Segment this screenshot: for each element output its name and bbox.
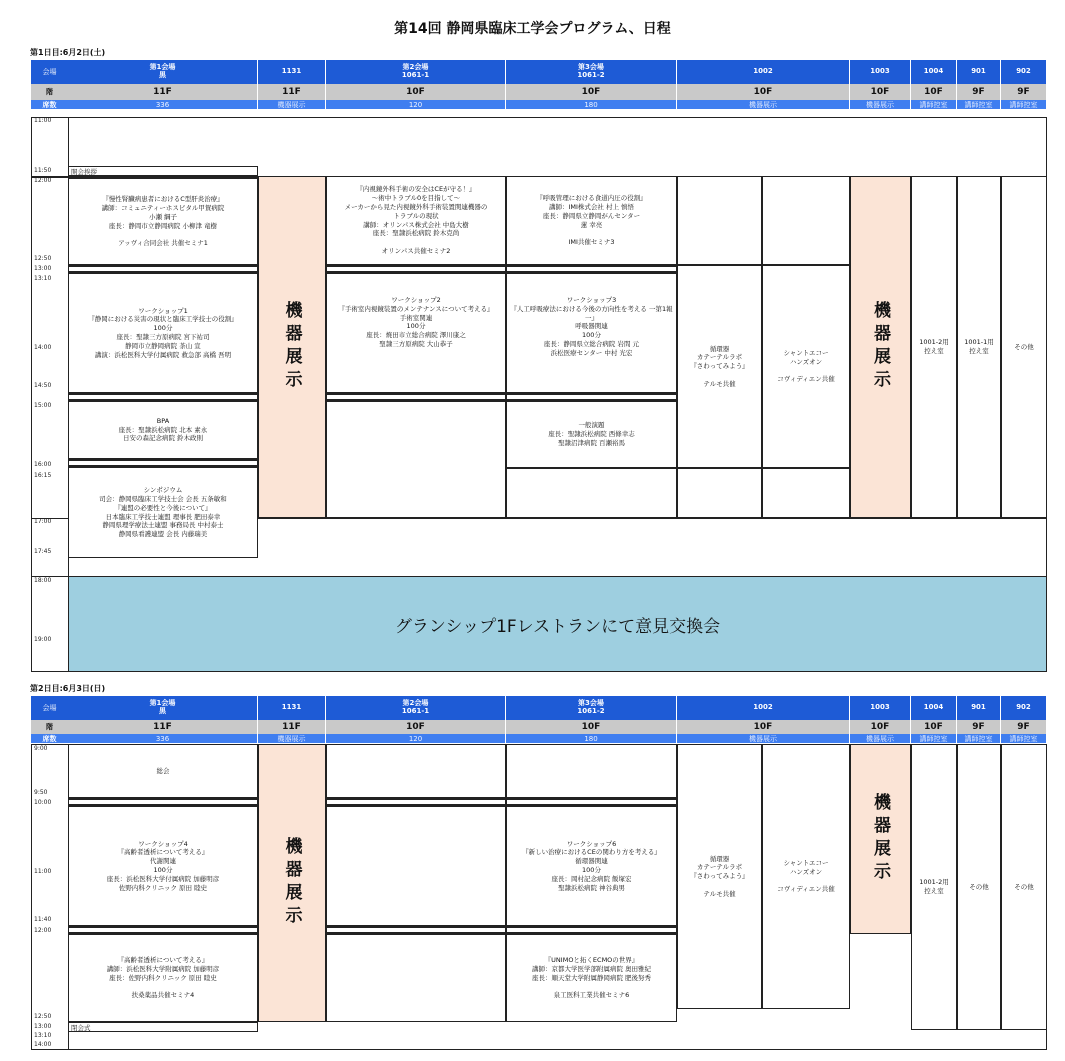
day1-label: 第1日目:6月2日(土) [30,48,106,57]
page-title: 第14回 静岡県臨床工学会プログラム、日程 [394,21,671,37]
venue-header-1: 第1会場 黒 [68,60,258,84]
venue-header-6: 1003 [850,60,911,84]
venue-header-2: 1131 [258,60,326,84]
seats-row-label: 席数 [31,734,68,743]
empty-slot [326,744,506,798]
venue-header-3: 第2会場 1061-1 [326,696,506,720]
closing-ceremony: 閉会式 [68,1022,258,1032]
gap-block [326,926,506,934]
day2-header [31,696,1047,744]
floor-cell-6: 10F [850,720,911,734]
gap-block [68,393,258,401]
floor-cell-9: 9F [1001,720,1047,734]
venue-header-9: 902 [1001,60,1047,84]
exhibit-1131: 機器展示 [258,176,326,518]
exhibit-1003: 機器展示 [850,176,911,518]
day2-workshop4: ワークショップ4 『高齢者透析について考える』 代謝関連 100分 座長：浜松医科大学付属病院 加藤明彦 佐野内科クリニック 原田 睦史 [68,806,258,926]
floor-cell-7: 10F [911,84,957,100]
exhibit-1131: 機器展示 [258,744,326,1022]
seats-cell-2: 機器展示 [258,734,326,743]
floor-cell-9: 9F [1001,84,1047,100]
floor-cell-2: 11F [258,720,326,734]
floor-cell-5: 10F [677,720,850,734]
venue-row-label: 会場 [31,60,68,84]
day2-label: 第2日目:6月3日(日) [30,684,106,693]
day1-s2-lunch-seminar: 『内視鏡外科手術の安全はCEが守る！』 〜術中トラブル0を目指して〜 メーカーから見た内視鏡外科手術装置関連機器の トラブルの現状 講師：オリンパス株式会社 中島大樹 座長：聖隷浜松病院 鈴木克尚 オリンパス共催セミナ2 [326,176,506,265]
empty-slot [762,176,850,265]
venue-header-8: 901 [957,60,1001,84]
floor-cell-8: 9F [957,84,1001,100]
venue-header-1: 第1会場 黒 [68,696,258,720]
day2-902-room: その他 [1001,744,1047,1030]
venue-header-3: 第2会場 1061-1 [326,60,506,84]
day1-symposium: シンポジウム 司会：静岡県臨床工学技士会 会長 五条敏和 『連盟の必要性と今後について』 日本臨床工学技士連盟 理事長 肥田泰幸 静岡県理学療法士連盟 事務局長 中村泰士 静岡県看護連盟 会長 内藤瑞美 [68,467,258,558]
venue-header-7: 1004 [911,60,957,84]
empty-slot [762,468,850,518]
empty-slot [677,468,762,518]
seats-cell-3: 120 [326,100,506,109]
day1-1002-shunt-echo: シャントエコー ハンズオン コヴィディエン共催 [762,265,850,468]
venue-row-label: 会場 [31,696,68,720]
day1-1004-room: 1001-2用 控え室 [911,176,957,518]
venue-header-5: 1002 [677,696,850,720]
seats-cell-9: 講師控室 [1001,734,1047,743]
gap-block [326,265,506,273]
venue-header-8: 901 [957,696,1001,720]
exhibit-1003: 機器展示 [850,744,911,934]
gap-block [506,393,677,401]
gap-block [506,798,677,806]
day2-s3-lunch-seminar: 『UNIMOと拓くECMOの世界』 講師：京都大学医学部附属病院 奥田雅紀 座長：順天堂大学附属静岡病院 肥後努秀 泉工医科工業共催セミナ6 [506,934,677,1022]
day2-1004-room: 1001-2用 控え室 [911,744,957,1030]
floor-cell-1: 11F [68,84,258,100]
empty-slot [326,401,506,518]
day1-902-room: その他 [1001,176,1047,518]
floor-cell-4: 10F [506,720,677,734]
floor-cell-7: 10F [911,720,957,734]
seats-cell-9: 講師控室 [1001,100,1047,109]
venue-header-2: 1131 [258,696,326,720]
seats-cell-2: 機器展示 [258,100,326,109]
seats-cell-1: 336 [68,734,258,743]
day2-901-room: その他 [957,744,1001,1030]
day2-workshop6: ワークショップ6 『新しい治療におけるCEの関わり方を考える』 循環器関連 100分 座長：岡村記念病院 飯塚宏 聖隷浜松病院 神谷典男 [506,806,677,926]
venue-header-9: 902 [1001,696,1047,720]
day1-workshop2: ワークショップ2 『手術室内視鏡装置のメンテナンスについて考える』 手術室関連 100分 座長：焼田市立総合病院 澤川康之 聖隷三方原病院 大山恭子 [326,273,506,393]
opening-ceremony: 開会挨拶 [68,166,258,176]
seats-cell-5: 機器展示 [677,100,850,109]
day1-general-session: 一般演題 座長：聖隷浜松病院 西條幸志 聖隷沼津病院 百瀬裕馬 [506,401,677,468]
day2-1002-shunt-echo: シャントエコー ハンズオン コヴィディエン共催 [762,744,850,1009]
reception-party: グランシップ1Fレストランにて意見交換会 [68,576,1047,672]
floor-cell-5: 10F [677,84,850,100]
gap-block [506,265,677,273]
empty-slot [326,806,506,926]
empty-slot [677,176,762,265]
day1-901-room: 1001-1用 控え室 [957,176,1001,518]
floor-cell-1: 11F [68,720,258,734]
floor-row-label: 階 [31,84,68,100]
gap-block [68,926,258,934]
empty-slot [506,744,677,798]
day2-s1-lunch-seminar: 『高齢者透析について考える』 講師：浜松医科大学附属病院 加藤明彦 座長：佐野内科クリニック 原田 睦史 扶桑薬品共催セミナ4 [68,934,258,1022]
gap-block [326,393,506,401]
floor-cell-2: 11F [258,84,326,100]
seats-cell-6: 機器展示 [850,734,911,743]
seats-cell-7: 講師控室 [911,734,957,743]
gap-block [326,798,506,806]
gap-block [68,798,258,806]
day2-1002-catheter-lab: 循環器 カテーテルラボ 『さわってみよう』 テルモ共催 [677,744,762,1009]
floor-cell-4: 10F [506,84,677,100]
seats-cell-4: 180 [506,100,677,109]
empty-slot [506,468,677,518]
floor-cell-8: 9F [957,720,1001,734]
seats-cell-8: 講師控室 [957,734,1001,743]
seats-cell-6: 機器展示 [850,100,911,109]
day1-1002-catheter-lab: 循環器 カテーテルラボ 『さわってみよう』 テルモ共催 [677,265,762,468]
day1-header [31,60,1047,117]
day1-workshop1: ワークショップ1 『静岡における災害の現状と臨床工学技士の役割』 100分 座長：聖隷三方原病院 宮下祐司 静岡市立静岡病院 茶山 宣 講演：浜松医科大学付属病院 救急部 高橋 吾明 [68,273,258,393]
seats-cell-8: 講師控室 [957,100,1001,109]
venue-header-6: 1003 [850,696,911,720]
gap-block [68,459,258,467]
venue-header-5: 1002 [677,60,850,84]
seats-cell-1: 336 [68,100,258,109]
day2-general-meeting: 総会 [68,744,258,798]
seats-cell-4: 180 [506,734,677,743]
day1-bpa: BPA 座長：聖隷浜松病院 北本 素永 日安の森記念病院 鈴木政則 [68,401,258,459]
day1-s1-lunch-seminar: 『慢性腎臓病患者におけるC型肝炎治療』 講師：コミュニティーホスピタル甲賀病院 小瀬 綱子 座長：静岡市立静岡病院 小柳津 竜樹 アッヴィ合同会社 共催セミナ1 [68,178,258,265]
venue-header-4: 第3会場 1061-2 [506,60,677,84]
seats-cell-5: 機器展示 [677,734,850,743]
gap-block [506,926,677,934]
floor-row-label: 階 [31,720,68,734]
day1-workshop3: ワークショップ3 『人工呼吸療法における今後の方向性を考える 一第1報一』 呼吸器関連 100分 座長：静岡県立総合病院 岩間 元 浜松医療センター 中村 光宏 [506,273,677,393]
seats-cell-3: 120 [326,734,506,743]
venue-header-4: 第3会場 1061-2 [506,696,677,720]
floor-cell-6: 10F [850,84,911,100]
floor-cell-3: 10F [326,84,506,100]
day1-s3-lunch-seminar: 『呼吸管理における食道内圧の役割』 講師：IMI株式会社 村上 慎悟 座長：静岡県立静岡がんセンター 蓮 幸亮 IMI共催セミナ3 [506,176,677,265]
empty-slot [326,934,506,1022]
seats-row-label: 席数 [31,100,68,109]
gap-block [68,265,258,273]
seats-cell-7: 講師控室 [911,100,957,109]
venue-header-7: 1004 [911,696,957,720]
floor-cell-3: 10F [326,720,506,734]
